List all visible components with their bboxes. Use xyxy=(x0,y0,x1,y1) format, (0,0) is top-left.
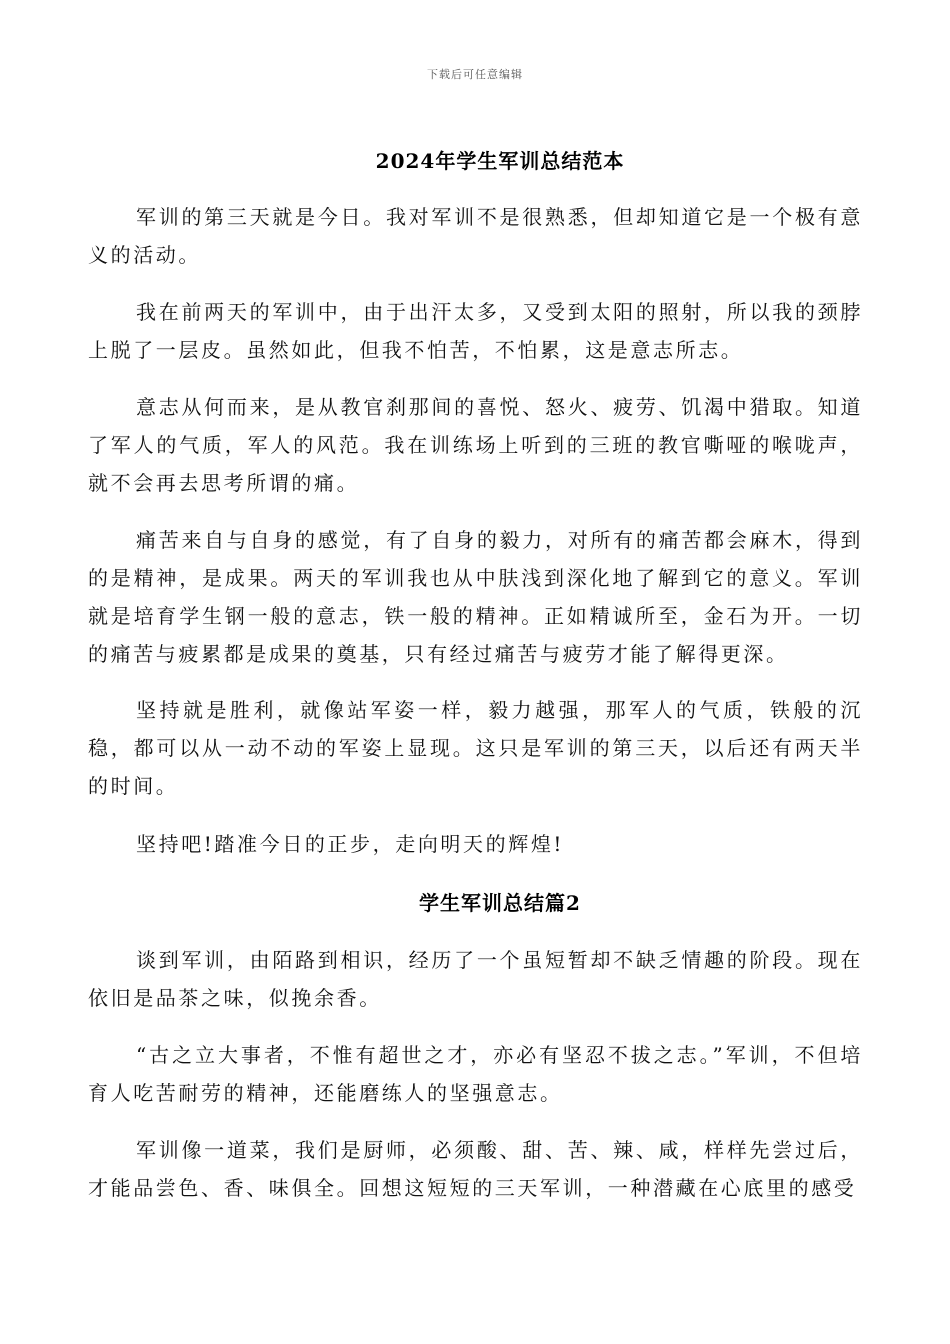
paragraph: 军训像一道菜，我们是厨师，必须酸、甜、苦、辣、咸，样样先尝过后，才能品尝色、香、味俱全。回想这短短的三天军训，一种潜藏在心底里的感受 xyxy=(88,1138,863,1200)
paragraph: 坚持就是胜利，就像站军姿一样，毅力越强，那军人的气质，铁般的沉稳，都可以从一动不动的军姿上显现。这只是军训的第三天，以后还有两天半的时间。 xyxy=(88,698,863,798)
header-note: 下载后可任意编辑 xyxy=(427,68,523,81)
paragraph: 军训的第三天就是今日。我对军训不是很熟悉，但却知道它是一个极有意义的活动。 xyxy=(88,205,863,267)
paragraph: 坚持吧!踏准今日的正步，走向明天的辉煌! xyxy=(136,832,565,856)
paragraph: 谈到军训，由陌路到相识，经历了一个虽短暂却不缺乏情趣的阶段。现在依旧是品茶之味，似挽余香。 xyxy=(88,948,863,1010)
document-title: 2024年学生军训总结范本 xyxy=(375,149,625,173)
section-title: 学生军训总结篇2 xyxy=(419,891,581,915)
paragraph: 痛苦来自与自身的感觉，有了自身的毅力，对所有的痛苦都会麻木，得到的是精神，是成果。两天的军训我也从中肤浅到深化地了解到它的意义。军训就是培育学生钢一般的意志，铁一般的精神。正如精诚所至，金石为开。一切的痛苦与疲累都是成果的奠基，只有经过痛苦与疲劳才能了解得更深。 xyxy=(88,528,863,666)
paragraph: 意志从何而来，是从教官刹那间的喜悦、怒火、疲劳、饥渴中猎取。知道了军人的气质，军人的风范。我在训练场上听到的三班的教官嘶哑的喉咙声，就不会再去思考所谓的痛。 xyxy=(88,395,863,495)
paragraph: “古之立大事者，不惟有超世之才，亦必有坚忍不拔之志。”军训，不但培育人吃苦耐劳的精神，还能磨练人的坚强意志。 xyxy=(88,1043,863,1105)
paragraph: 我在前两天的军训中，由于出汗太多，又受到太阳的照射，所以我的颈脖上脱了一层皮。虽然如此，但我不怕苦，不怕累，这是意志所志。 xyxy=(88,300,863,362)
